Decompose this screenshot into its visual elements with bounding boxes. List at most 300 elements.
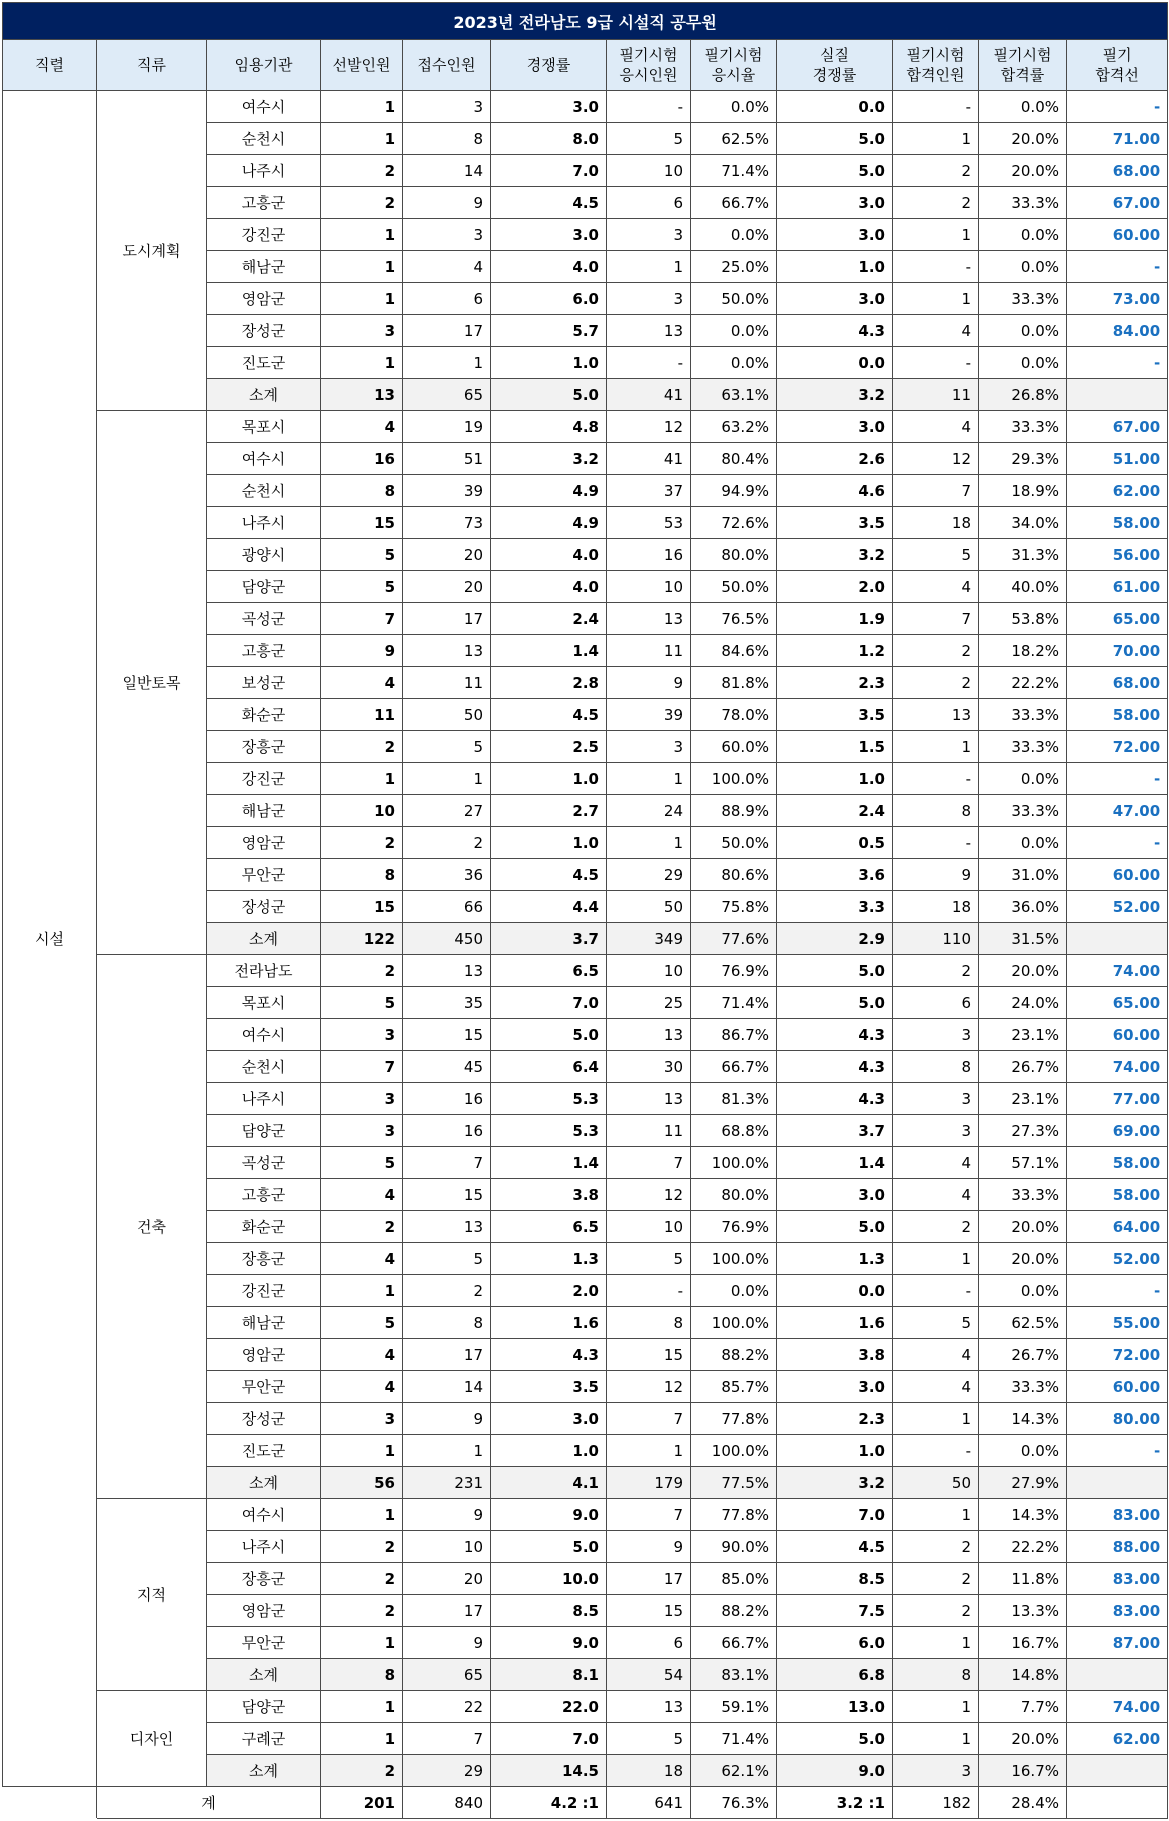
value-cell: 33.3% [979,1371,1067,1403]
value-cell: 2 [893,187,979,219]
value-cell: 1 [893,123,979,155]
value-cell: 2.3 [777,1403,893,1435]
value-cell: 85.0% [691,1563,777,1595]
value-cell: 13 [321,379,403,411]
value-cell: 15 [403,1179,491,1211]
value-cell: 0.0% [979,1435,1067,1467]
value-cell: 18.2% [979,635,1067,667]
value-cell: 33.3% [979,731,1067,763]
value-cell: 6 [893,987,979,1019]
value-cell: 4.9 [491,507,607,539]
value-cell: 5 [321,987,403,1019]
value-cell: 1.4 [777,1147,893,1179]
value-cell: 27 [403,795,491,827]
value-cell: 2 [403,827,491,859]
value-cell: 90.0% [691,1531,777,1563]
value-cell: 10.0 [491,1563,607,1595]
value-cell: - [1067,1275,1168,1307]
value-cell: 3 [893,1083,979,1115]
value-cell: 16 [607,539,691,571]
value-cell: 1 [403,1435,491,1467]
value-cell: - [1067,1435,1168,1467]
value-cell: 10 [607,155,691,187]
value-cell: 51 [403,443,491,475]
value-cell: 14.3% [979,1499,1067,1531]
value-cell: 9 [607,1531,691,1563]
column-header: 직렬 [3,40,97,91]
value-cell: 1 [893,1691,979,1723]
value-cell: 60.00 [1067,219,1168,251]
value-cell: 4.5 [491,187,607,219]
value-cell: 110 [893,923,979,955]
value-cell: 7.0 [491,1723,607,1755]
value-cell: 1 [321,219,403,251]
value-cell: 5.0 [491,1019,607,1051]
agency-cell: 순천시 [207,123,321,155]
value-cell: 26.7% [979,1051,1067,1083]
value-cell: 71.4% [691,1723,777,1755]
agency-cell: 곡성군 [207,1147,321,1179]
value-cell: 9 [403,1499,491,1531]
value-cell: 9 [403,187,491,219]
value-cell: 12 [607,411,691,443]
value-cell: 8 [321,475,403,507]
value-cell: 3 [403,219,491,251]
value-cell: 20.0% [979,1211,1067,1243]
value-cell: 1.0 [491,1435,607,1467]
value-cell: 0.0% [691,1275,777,1307]
value-cell: 72.00 [1067,1339,1168,1371]
value-cell: 2.5 [491,731,607,763]
value-cell: - [1067,347,1168,379]
value-cell: 4 [893,315,979,347]
value-cell: 0.0% [691,91,777,123]
value-cell: 100.0% [691,1435,777,1467]
value-cell: 4.5 [491,859,607,891]
agency-cell: 강진군 [207,763,321,795]
value-cell: 4.3 [777,1019,893,1051]
value-cell: 66.7% [691,187,777,219]
value-cell: 25.0% [691,251,777,283]
value-cell: 4 [321,411,403,443]
value-cell: 122 [321,923,403,955]
value-cell: 179 [607,1467,691,1499]
value-cell: 8 [403,123,491,155]
value-cell: 65 [403,1659,491,1691]
value-cell: 1 [321,91,403,123]
value-cell: 5.0 [777,1211,893,1243]
value-cell: 8 [893,1051,979,1083]
value-cell: - [893,1275,979,1307]
value-cell: 10 [607,571,691,603]
value-cell: 55.00 [1067,1307,1168,1339]
value-cell: 14 [403,155,491,187]
value-cell: 20.0% [979,155,1067,187]
value-cell: 2 [893,155,979,187]
value-cell: 14.5 [491,1755,607,1787]
value-cell: 16 [321,443,403,475]
value-cell: 2 [893,635,979,667]
value-cell: 52.00 [1067,1243,1168,1275]
value-cell: 4.3 [777,315,893,347]
column-header: 필기시험 합격인원 [893,40,979,91]
value-cell: 2.6 [777,443,893,475]
value-cell: 1.5 [777,731,893,763]
value-cell: 1 [321,1691,403,1723]
value-cell: 10 [321,795,403,827]
value-cell: 3.8 [491,1179,607,1211]
value-cell: 75.8% [691,891,777,923]
value-cell: 53 [607,507,691,539]
value-cell: 1 [321,1723,403,1755]
value-cell: 83.00 [1067,1595,1168,1627]
value-cell: 68.00 [1067,155,1168,187]
value-cell: 81.3% [691,1083,777,1115]
value-cell: 31.5% [979,923,1067,955]
agency-cell: 무안군 [207,1627,321,1659]
category-cell: 지적 [97,1499,207,1691]
value-cell: 3.0 [777,1371,893,1403]
value-cell: 0.0% [691,219,777,251]
value-cell: 14.8% [979,1659,1067,1691]
value-cell: 2 [321,731,403,763]
value-cell: 83.00 [1067,1499,1168,1531]
value-cell: 3.3 [777,891,893,923]
value-cell: 0.5 [777,827,893,859]
value-cell: 94.9% [691,475,777,507]
value-cell: 58.00 [1067,507,1168,539]
value-cell: 4.0 [491,539,607,571]
value-cell: 5 [321,539,403,571]
value-cell: 4.3 [777,1051,893,1083]
value-cell: 1 [321,1499,403,1531]
value-cell: 62.00 [1067,1723,1168,1755]
agency-cell: 고흥군 [207,1179,321,1211]
agency-cell: 광양시 [207,539,321,571]
value-cell: 100.0% [691,1243,777,1275]
value-cell: 3.0 [491,219,607,251]
value-cell: 1.4 [491,1147,607,1179]
value-cell: 9 [607,667,691,699]
value-cell: 65.00 [1067,603,1168,635]
value-cell: 2 [321,1531,403,1563]
value-cell: 15 [607,1595,691,1627]
value-cell: 81.8% [691,667,777,699]
value-cell: 26.7% [979,1339,1067,1371]
value-cell: 50 [893,1467,979,1499]
value-cell: 7 [893,475,979,507]
value-cell: 67.00 [1067,187,1168,219]
value-cell: 13 [607,1691,691,1723]
value-cell: 1 [893,1627,979,1659]
value-cell: 3.5 [777,507,893,539]
value-cell: 9 [893,859,979,891]
agency-cell: 구례군 [207,1723,321,1755]
value-cell: 66 [403,891,491,923]
value-cell: 231 [403,1467,491,1499]
value-cell: 0.0% [979,315,1067,347]
total-value: 76.3% [691,1787,777,1819]
value-cell: 1 [893,219,979,251]
value-cell: 3.2 [777,1467,893,1499]
agency-cell: 곡성군 [207,603,321,635]
value-cell: 53.8% [979,603,1067,635]
value-cell: 17 [403,1339,491,1371]
value-cell: 0.0 [777,1275,893,1307]
value-cell: 29.3% [979,443,1067,475]
agency-cell: 여수시 [207,1019,321,1051]
value-cell: 6.5 [491,955,607,987]
value-cell: 33.3% [979,1179,1067,1211]
value-cell [1067,1755,1168,1787]
value-cell: 2 [403,1275,491,1307]
value-cell: 50 [607,891,691,923]
value-cell: 19 [403,411,491,443]
value-cell: 5 [403,731,491,763]
value-cell: 3 [893,1755,979,1787]
agency-cell: 목포시 [207,411,321,443]
value-cell: 74.00 [1067,955,1168,987]
value-cell: - [607,1275,691,1307]
total-value: 182 [893,1787,979,1819]
value-cell: 6.4 [491,1051,607,1083]
value-cell: 5.0 [777,955,893,987]
value-cell: 4 [893,1147,979,1179]
value-cell: 77.00 [1067,1083,1168,1115]
total-value: 3.2 :1 [777,1787,893,1819]
value-cell: 4 [893,1179,979,1211]
value-cell: 13 [403,635,491,667]
agency-cell: 해남군 [207,251,321,283]
value-cell: 0.0% [979,763,1067,795]
value-cell: - [893,763,979,795]
value-cell: 1 [321,1435,403,1467]
value-cell: 72.00 [1067,731,1168,763]
value-cell: - [607,347,691,379]
value-cell: 60.0% [691,731,777,763]
value-cell: 2 [893,1563,979,1595]
value-cell: 37 [607,475,691,507]
value-cell: 2 [893,1211,979,1243]
value-cell: - [893,91,979,123]
value-cell: 0.0% [979,1275,1067,1307]
value-cell: 80.0% [691,539,777,571]
agency-cell: 소계 [207,379,321,411]
value-cell: 7 [607,1403,691,1435]
value-cell: 15 [607,1339,691,1371]
value-cell: 4.9 [491,475,607,507]
value-cell: 3 [607,283,691,315]
value-cell: 20.0% [979,955,1067,987]
total-value: 201 [321,1787,403,1819]
value-cell: 6 [607,1627,691,1659]
value-cell: 4 [321,1243,403,1275]
value-cell: 13 [607,315,691,347]
value-cell: 7.7% [979,1691,1067,1723]
value-cell: 13 [607,603,691,635]
value-cell: 34.0% [979,507,1067,539]
value-cell: 5.7 [491,315,607,347]
agency-cell: 장성군 [207,1403,321,1435]
agency-cell: 장흥군 [207,1563,321,1595]
value-cell: 56.00 [1067,539,1168,571]
value-cell [1067,379,1168,411]
value-cell: - [893,1435,979,1467]
value-cell: 33.3% [979,283,1067,315]
value-cell: 22.0 [491,1691,607,1723]
agency-cell: 나주시 [207,155,321,187]
value-cell: 57.1% [979,1147,1067,1179]
value-cell: 2 [321,1211,403,1243]
value-cell: 2.4 [491,603,607,635]
value-cell: 80.00 [1067,1403,1168,1435]
value-cell: 3 [321,1083,403,1115]
column-header: 선발인원 [321,40,403,91]
value-cell: 7.0 [777,1499,893,1531]
value-cell: 36 [403,859,491,891]
agency-cell: 담양군 [207,571,321,603]
value-cell: - [893,827,979,859]
value-cell: 13 [607,1019,691,1051]
series-cell: 시설 [3,91,97,1787]
agency-cell: 장흥군 [207,731,321,763]
value-cell: 31.0% [979,859,1067,891]
value-cell: 450 [403,923,491,955]
value-cell: 61.00 [1067,571,1168,603]
agency-cell: 영암군 [207,283,321,315]
value-cell: 45 [403,1051,491,1083]
value-cell: 1 [893,1403,979,1435]
value-cell: 5.0 [491,379,607,411]
value-cell: 4.0 [491,571,607,603]
value-cell: 3.5 [491,1371,607,1403]
value-cell: 9 [403,1627,491,1659]
value-cell: 50 [403,699,491,731]
table-title: 2023년 전라남도 9급 시설직 공무원 [3,3,1168,40]
value-cell: 100.0% [691,1147,777,1179]
value-cell: 29 [403,1755,491,1787]
value-cell: 4.4 [491,891,607,923]
value-cell: 1.3 [777,1243,893,1275]
value-cell: 6.8 [777,1659,893,1691]
column-header: 접수인원 [403,40,491,91]
column-header: 직류 [97,40,207,91]
agency-cell: 진도군 [207,1435,321,1467]
value-cell: 12 [893,443,979,475]
value-cell: 4 [893,411,979,443]
column-header: 필기 합격선 [1067,40,1168,91]
value-cell: 3 [893,1115,979,1147]
value-cell: 3 [321,1019,403,1051]
value-cell: 1 [607,251,691,283]
value-cell: 22.2% [979,667,1067,699]
value-cell: 11 [321,699,403,731]
agency-cell: 담양군 [207,1691,321,1723]
value-cell: 1.3 [491,1243,607,1275]
value-cell: 3.2 [491,443,607,475]
value-cell: 67.00 [1067,411,1168,443]
agency-cell: 고흥군 [207,635,321,667]
agency-cell: 무안군 [207,859,321,891]
value-cell: 100.0% [691,763,777,795]
value-cell: 4.1 [491,1467,607,1499]
value-cell: 9 [321,635,403,667]
value-cell: 14 [403,1371,491,1403]
value-cell: 88.00 [1067,1531,1168,1563]
agency-cell: 진도군 [207,347,321,379]
value-cell: 18 [893,891,979,923]
value-cell: 4 [321,1179,403,1211]
value-cell: 5 [607,1723,691,1755]
value-cell: 1 [321,347,403,379]
value-cell: 52.00 [1067,891,1168,923]
value-cell: 84.6% [691,635,777,667]
value-cell: 1 [321,251,403,283]
value-cell: 1.4 [491,635,607,667]
value-cell: 2.4 [777,795,893,827]
value-cell: 73.00 [1067,283,1168,315]
value-cell: 15 [321,891,403,923]
value-cell: 88.2% [691,1595,777,1627]
value-cell: 7.0 [491,155,607,187]
agency-cell: 소계 [207,923,321,955]
value-cell: 11.8% [979,1563,1067,1595]
value-cell: 13 [893,699,979,731]
table-row [3,955,1168,987]
category-cell: 도시계획 [97,91,207,411]
value-cell: 7 [403,1723,491,1755]
value-cell: 35 [403,987,491,1019]
value-cell: 5.3 [491,1083,607,1115]
value-cell: 77.6% [691,923,777,955]
value-cell: 50.0% [691,827,777,859]
column-header: 필기시험 응시율 [691,40,777,91]
value-cell: 2.9 [777,923,893,955]
value-cell: 9.0 [491,1627,607,1659]
value-cell: 0.0% [979,827,1067,859]
value-cell: 62.5% [691,123,777,155]
value-cell: 71.4% [691,155,777,187]
value-cell: 1.2 [777,635,893,667]
value-cell: 51.00 [1067,443,1168,475]
agency-cell: 소계 [207,1755,321,1787]
value-cell: 5 [321,1307,403,1339]
value-cell: - [1067,251,1168,283]
value-cell: - [1067,827,1168,859]
agency-cell: 여수시 [207,443,321,475]
value-cell: 3 [607,731,691,763]
value-cell: 3.2 [777,379,893,411]
column-header: 필기시험 응시인원 [607,40,691,91]
table-row [3,1691,1168,1723]
value-cell: 5 [403,1243,491,1275]
value-cell: 1.0 [777,1435,893,1467]
value-cell: 77.8% [691,1499,777,1531]
value-cell: 69.00 [1067,1115,1168,1147]
value-cell: 12 [607,1371,691,1403]
value-cell: 11 [607,635,691,667]
value-cell: 63.1% [691,379,777,411]
value-cell: 1 [607,1435,691,1467]
value-cell: 5.0 [777,1723,893,1755]
value-cell: 54 [607,1659,691,1691]
agency-cell: 해남군 [207,1307,321,1339]
value-cell: 27.9% [979,1467,1067,1499]
value-cell: 2.0 [491,1275,607,1307]
value-cell: 0.0% [979,219,1067,251]
value-cell: 17 [403,1595,491,1627]
value-cell: - [1067,91,1168,123]
